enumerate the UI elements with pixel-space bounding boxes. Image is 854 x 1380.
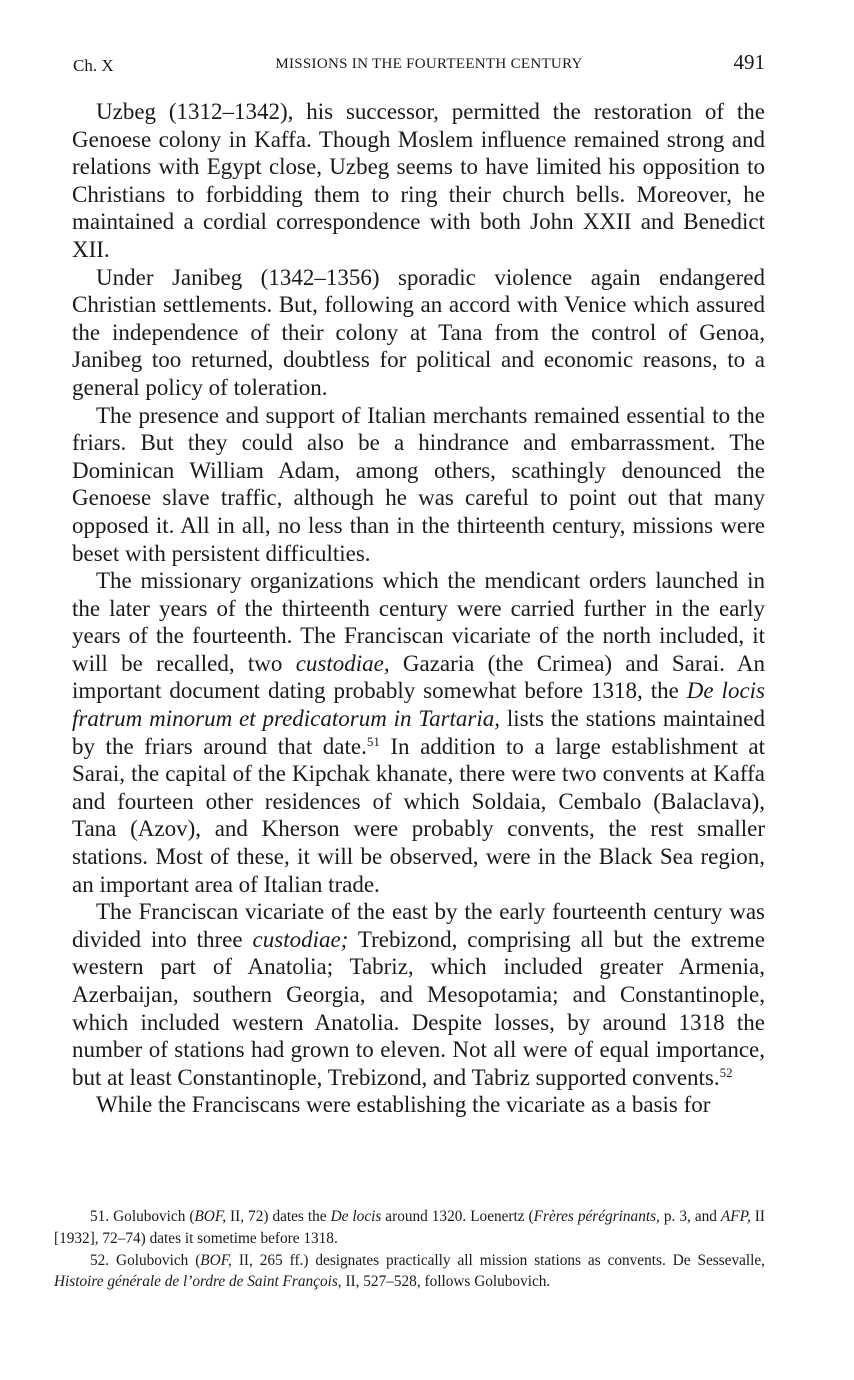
text-run: The missionary organizations which the mendicant orders launched in the later years of the thirteenth century were carried further in the early years of the fourteenth. The Franciscan vicariate of the north included, it will be recalled, two [72,568,765,676]
italic-text: Histoire générale de l’ordre de Saint François, [54,1273,342,1291]
paragraph-3 [72,402,765,568]
text-run: While the Franciscans were establishing the vicariate as a basis for [96,1092,711,1118]
text-run: Gazaria (the Crimea) and Sarai. An important document dating probably somewhat before 1318, the [72,650,766,704]
paragraph-2 [72,264,765,402]
paragraph-5 [72,898,765,1091]
text-run: In addition to a large establishment at Sarai, the capital of the Kipchak khanate, there were two convents at Kaffa and fourteen other residences of which Soldaia, Cembalo (Balaclava), Tana (Azov), and Kherson were probably convents, the rest smaller stations. Most of these, it will be observed, were in the Black Sea region, an important area of Italian trade. [72,733,765,897]
text-run: Uzbeg (1312–1342), his successor, permitted the restoration of the Genoese colony in Kaffa. Though Moslem influence remained strong and relations with Egypt close, Uzbeg seems to have limited his opposition to Christians to forbidding them to ring their church bells. Moreover, he maintained a cordial correspondence with both John XXII and Benedict XII. [72,99,765,262]
body-text [72,98,765,1119]
page-number: 491 [733,50,765,74]
italic-text: De locis fratrum minorum et predicatorum in Tartaria, [72,678,766,732]
italic-text: Frères pérégrinants, [533,1208,660,1225]
text-run: The presence and support of Italian merchants remained essential to the friars. But they could also be a hindrance and embarrassment. The Dominican William Adam, among others, scathingly denounced the Genoese slave traffic, although he was careful to point out that many opposed it. All in all, no less than in the thirteenth century, missions were beset with persistent difficulties. [72,402,765,566]
text-run: The Franciscan vicariate of the east by the early fourteenth century was divided into three [72,899,765,952]
text-run: Under Janibeg (1342–1356) sporadic violence again endangered Christian settlements. But, following an accord with Venice which assured the independence of their colony at Tana from the control of Genoa, Janibeg too returned, doubtless for political and economic reasons, to a general policy of toleration. [72,264,765,400]
footnote-52 [54,1250,765,1294]
text-run: II [1932], 72–74) dates it sometime before 1318. [54,1208,765,1247]
text-run: Trebizond, comprising all but the extreme western part of Anatolia; Tabriz, which included greater Armenia, Azerbaijan, southern Georgia, and Mesopotamia; and Constantinople, which included western Anatolia. Despite losses, by around 1318 the number of stations had grown to eleven. Not all were of equal importance, but at least Constantinople, Trebizond, and Tabriz supported convents. [72,926,765,1090]
running-header [73,50,765,80]
italic-text: custodiae, [295,650,390,676]
italic-text: BOF, [200,1251,232,1269]
footnotes [54,1206,765,1293]
text-run: 52. Golubovich ( [90,1251,201,1269]
italic-text: BOF, [194,1208,227,1225]
text-run: 51. Golubovich ( [90,1208,195,1225]
italic-text: custodiae; [252,926,349,952]
text-run: around 1320. Loenertz ( [381,1208,534,1225]
italic-text: De locis [330,1208,382,1225]
text-run: p. 3, and [659,1208,721,1225]
italic-text: AFP, [720,1208,751,1225]
text-run: II, 265 ff.) designates practically all mission stations as convents. De Sessevalle, [231,1251,765,1269]
paragraph-6 [72,1091,765,1119]
text-run: II, 72) dates the [226,1208,331,1225]
paragraph-1 [72,98,765,264]
paragraph-4 [72,567,765,898]
text-run: lists the stations maintained by the friars around that date. [72,706,766,759]
footnote-51 [54,1206,765,1250]
note-reference: 51 [366,733,380,749]
text-run: II, 527–528, follows Golubovich. [341,1273,551,1291]
chapter-label: Ch. X [73,56,114,75]
running-title: MISSIONS IN THE FOURTEENTH CENTURY [275,56,583,72]
note-reference: 52 [719,1064,733,1080]
